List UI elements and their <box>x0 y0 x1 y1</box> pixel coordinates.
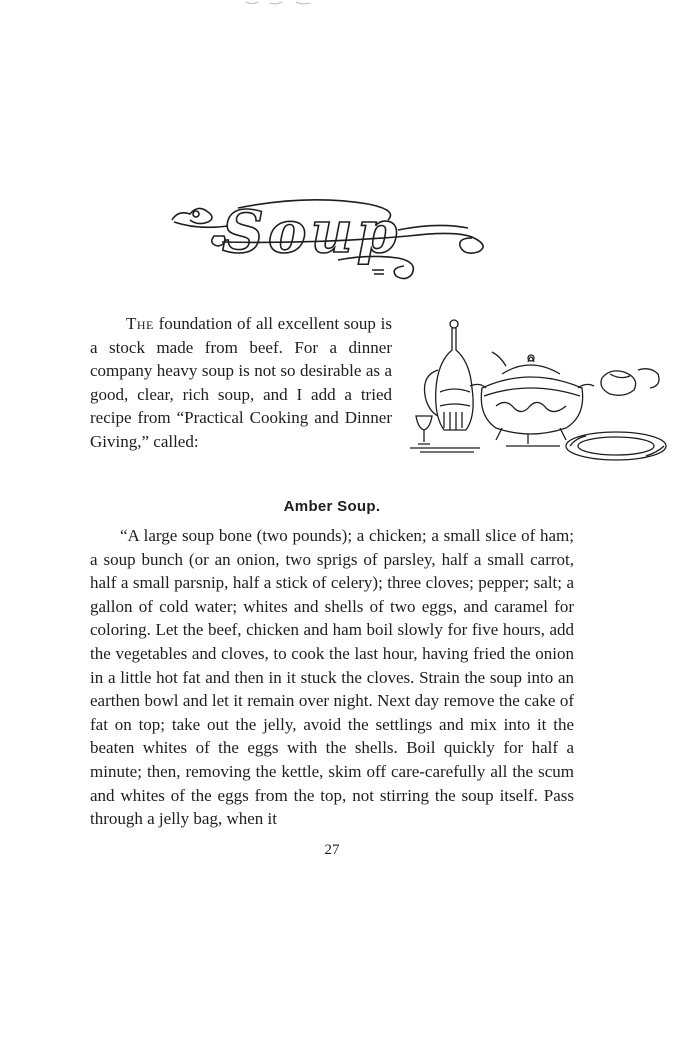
intro-paragraph <box>90 312 392 454</box>
soup-tureen-decanter-icon <box>410 316 668 468</box>
lead-caps: The <box>126 314 154 333</box>
top-edge-mark <box>240 0 320 6</box>
intro-text: foundation of all excellent soup is a stock made from beef. For a dinner company heavy soup is not so desirable as a good, clear, rich soup, and I add a tried recipe from “Practical Cooking and Dinner Giving,” called: <box>90 314 392 451</box>
recipe-text: “A large soup bone (two pounds); a chicken; a small slice of ham; a soup bunch (or an onion, two sprigs of parsley, half a small carrot, half a small parsnip, half a stick of celery); three cloves; pepper; salt; a gallon of cold water; whites and shells of two eggs, and caramel for coloring. Let the beef, chicken and ham boil slowly for five hours, add the vegetables and cloves, to cook the last hour, having fried the onion in a little hot fat and then in it stuck the cloves. Strain the soup into an earthen bowl and let it remain over night. Next day remove the cake of fat on top; take out the jelly, avoid the settlings and mix into it the beaten whites of the eggs with the shells. Boil quickly for half a minute; then, removing the kettle, skim off care-carefully all the scum and whites of the eggs from the top, not stirring the soup itself. Pass through a jelly bag, when it <box>90 526 574 829</box>
page-number: 27 <box>324 842 340 858</box>
recipe-paragraph <box>90 524 574 831</box>
chapter-heading: Soup <box>222 198 402 266</box>
recipe-title: Amber Soup. <box>283 498 381 515</box>
